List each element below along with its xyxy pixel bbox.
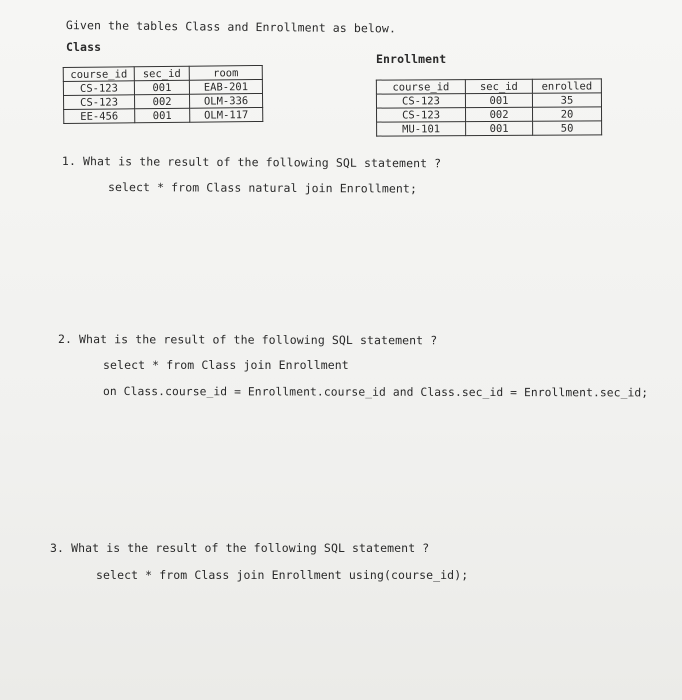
table-cell: CS-123	[64, 95, 135, 110]
table-cell: CS-123	[377, 108, 466, 122]
column-header: room	[189, 65, 262, 80]
table-cell: 002	[466, 107, 533, 121]
table-cell: 001	[466, 121, 533, 135]
table-cell: EE-456	[64, 109, 135, 124]
table-cell: OLM-336	[189, 93, 262, 108]
table-cell: 001	[135, 108, 190, 123]
column-header: sec_id	[134, 66, 189, 81]
table-row	[377, 121, 602, 136]
table-row	[376, 93, 601, 108]
table-cell: EAB-201	[189, 79, 262, 94]
question-2-sql-line-2: on Class.course_id = Enrollment.course_id and Class.sec_id = Enrollment.sec_id;	[102, 385, 649, 400]
table-cell: 50	[533, 121, 602, 135]
class-table-title: Class	[66, 40, 102, 54]
table-header-row	[376, 79, 601, 94]
question-3-sql: select * from Class join Enrollment using(course_id);	[96, 568, 469, 582]
intro-text: Given the tables Class and Enrollment as below.	[65, 18, 397, 36]
question-1-sql: select * from Class natural join Enrollment;	[107, 180, 418, 196]
column-header: course_id	[63, 67, 134, 82]
table-cell: CS-123	[376, 94, 465, 108]
question-2: 2. What is the result of the following SQL statement ?	[57, 332, 438, 348]
class-table	[63, 65, 264, 124]
column-header: sec_id	[465, 79, 532, 93]
column-header: course_id	[376, 80, 465, 94]
question-2-sql-line-1: select * from Class join Enrollment	[103, 358, 349, 372]
column-header: enrolled	[532, 79, 601, 93]
table-cell: 35	[532, 93, 601, 107]
table-cell: 001	[134, 80, 189, 95]
table-cell: 20	[532, 107, 601, 121]
table-row	[64, 107, 263, 123]
table-cell: 001	[465, 93, 532, 107]
enrollment-table-title: Enrollment	[376, 52, 447, 66]
table-cell: 002	[135, 94, 190, 109]
table-row	[377, 107, 602, 122]
table-cell: CS-123	[63, 81, 134, 96]
table-cell: MU-101	[377, 122, 466, 136]
enrollment-table	[376, 78, 602, 136]
question-3: 3. What is the result of the following SQL statement ?	[50, 541, 430, 555]
question-1: 1. What is the result of the following SQL statement ?	[61, 154, 442, 171]
table-cell: OLM-117	[190, 107, 263, 122]
